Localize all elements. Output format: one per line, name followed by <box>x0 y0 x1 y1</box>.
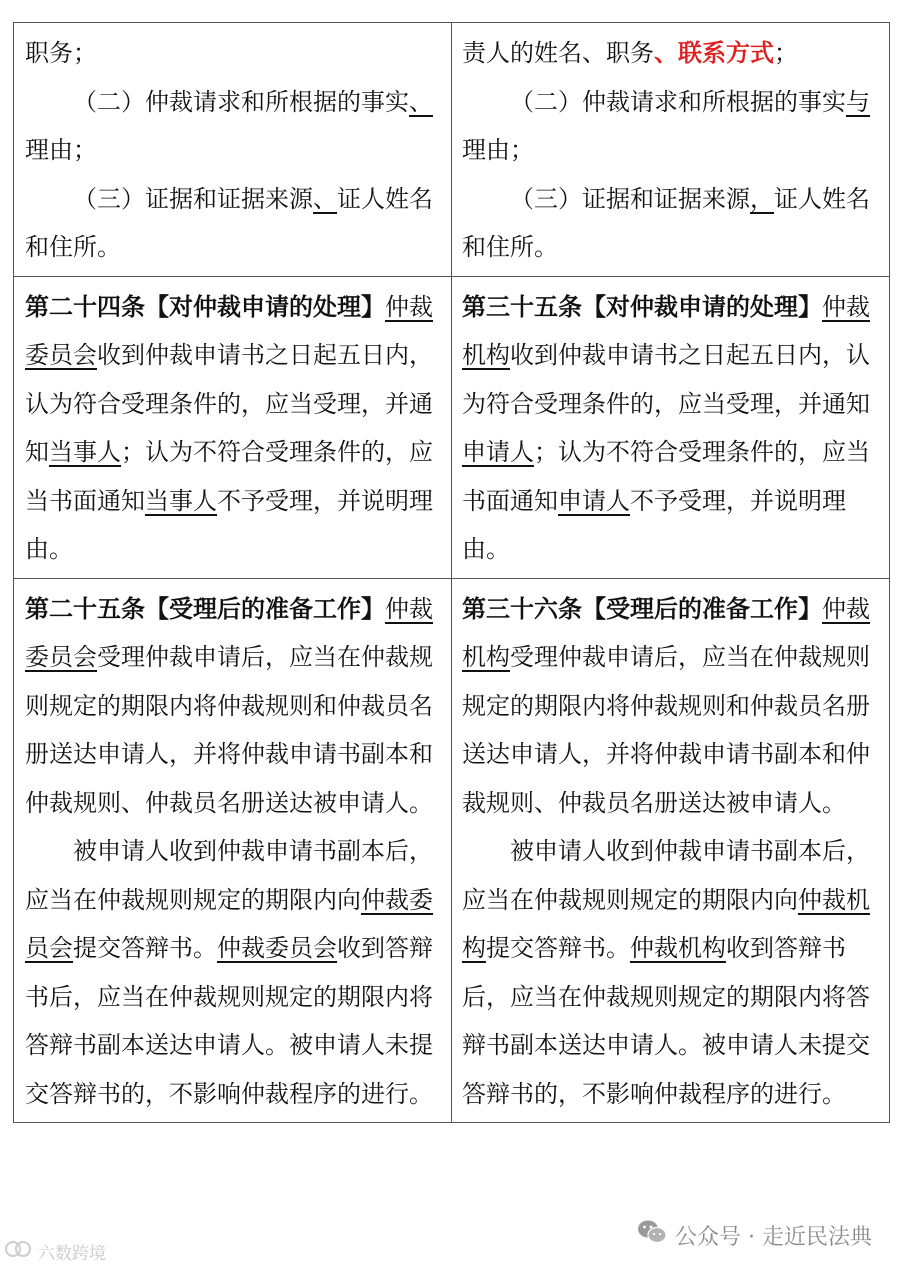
text-segment: ；认为不符合受理条件的，应当书面通知 <box>25 438 433 515</box>
brand-watermark <box>4 1238 106 1265</box>
underlined-change: 仲裁委员会 <box>25 594 433 671</box>
text-segment: （二）仲裁请求和所根据的事实 <box>510 87 846 116</box>
text-segment: 职务； <box>25 39 97 67</box>
comparison-table <box>13 22 890 1123</box>
paragraph <box>462 585 879 828</box>
old-law-cell <box>14 23 452 277</box>
text-segment: 不予受理，并说明理由。 <box>462 486 846 563</box>
old-law-cell <box>14 276 452 578</box>
underlined-change: 仲裁机构 <box>462 292 870 369</box>
new-law-cell <box>452 23 890 277</box>
new-law-cell <box>452 578 890 1123</box>
text-segment: 收到答辩书后，应当在仲裁规则规定的期限内将答辩书副本送达申请人。被申请人未提交答辩书的，不影响仲裁程序的进行。 <box>462 934 870 1108</box>
paragraph <box>462 78 879 175</box>
text-segment: 理由； <box>462 136 534 164</box>
underlined-change: 仲裁机构 <box>462 594 870 671</box>
underlined-change: 申请人 <box>558 486 630 515</box>
paragraph <box>25 283 441 574</box>
underlined-change: 当事人 <box>145 486 217 515</box>
paragraph <box>25 827 441 1118</box>
article-heading: 第三十六条【受理后的准备工作】 <box>462 593 822 623</box>
underlined-change: ， <box>750 184 774 213</box>
table-row <box>14 578 890 1123</box>
table-row <box>14 276 890 578</box>
text-segment: 受理仲裁申请后，应当在仲裁规则规定的期限内将仲裁规则和仲裁员名册送达申请人，并将仲裁申请书副本和仲裁规则、仲裁员名册送达被申请人。 <box>462 643 870 817</box>
underlined-change: 仲裁机构 <box>630 934 726 962</box>
new-law-cell <box>452 276 890 578</box>
watermark <box>637 1218 872 1252</box>
text-segment: 提交答辩书。 <box>486 934 630 962</box>
text-segment: 受理仲裁申请后，应当在仲裁规则规定的期限内将仲裁规则和仲裁员名册送达申请人，并将仲裁申请书副本和仲裁规则、仲裁员名册送达被申请人。 <box>25 643 433 817</box>
paragraph <box>25 585 441 828</box>
paragraph <box>462 29 879 78</box>
wechat-icon <box>637 1219 667 1251</box>
text-segment: 收到答辩书后，应当在仲裁规则规定的期限内将答辩书副本送达申请人。被申请人未提交答辩书的，不影响仲裁程序的进行。 <box>25 934 433 1108</box>
text-segment: 收到仲裁申请书之日起五日内，认为符合受理条件的，应当受理，并通知 <box>462 341 870 418</box>
article-heading: 第二十四条【对仲裁申请的处理】 <box>25 291 385 321</box>
brand-text: 六数跨境 <box>38 1244 106 1264</box>
article-heading: 第三十五条【对仲裁申请的处理】 <box>462 291 822 321</box>
text-segment: 收到仲裁申请书之日起五日内，认为符合受理条件的，应当受理，并通知 <box>25 341 433 466</box>
text-segment: 不予受理，并说明理由。 <box>25 486 433 563</box>
underlined-change: 仲裁委员会 <box>217 934 337 962</box>
paragraph <box>462 283 879 574</box>
text-segment: 理由； <box>25 136 97 164</box>
text-segment: （三）证据和证据来源 <box>73 184 313 213</box>
text-segment: （二）仲裁请求和所根据的事实 <box>73 87 409 116</box>
underlined-change: 、 <box>409 87 433 116</box>
paragraph <box>25 175 441 272</box>
underlined-change: 仲裁委员会 <box>25 292 433 369</box>
added-text: 、联系方式 <box>654 38 774 67</box>
paragraph <box>25 29 441 78</box>
text-segment: ；认为不符合受理条件的，应当书面通知 <box>462 438 870 515</box>
underlined-change: 申请人 <box>462 438 534 466</box>
text-segment: ； <box>774 39 798 67</box>
underlined-change: 、 <box>313 184 337 213</box>
article-heading: 第二十五条【受理后的准备工作】 <box>25 593 385 623</box>
text-segment: 被申请人收到仲裁申请书副本后，应当在仲裁规则规定的期限内向 <box>462 837 870 914</box>
paragraph <box>462 827 879 1118</box>
paragraph <box>25 78 441 175</box>
table-row <box>14 23 890 277</box>
underlined-change: 仲裁机构 <box>462 885 870 962</box>
text-segment: 提交答辩书。 <box>73 934 217 962</box>
underlined-change: 当事人 <box>49 438 121 466</box>
brand-logo-icon <box>4 1238 32 1265</box>
text-segment: （三）证据和证据来源 <box>510 184 750 213</box>
old-law-cell <box>14 578 452 1123</box>
underlined-change: 仲裁委员会 <box>25 885 433 962</box>
text-segment: 被申请人收到仲裁申请书副本后，应当在仲裁规则规定的期限内向 <box>25 837 433 914</box>
text-segment: 证人姓名和住所。 <box>25 184 433 261</box>
text-segment: 责人的姓名、职务 <box>462 39 654 67</box>
underlined-change: 与 <box>846 87 870 116</box>
watermark-text: 公众号 · 走近民法典 <box>675 1224 872 1250</box>
text-segment: 证人姓名和住所。 <box>462 184 870 261</box>
comparison-table-body <box>14 23 890 1123</box>
paragraph <box>462 175 879 272</box>
